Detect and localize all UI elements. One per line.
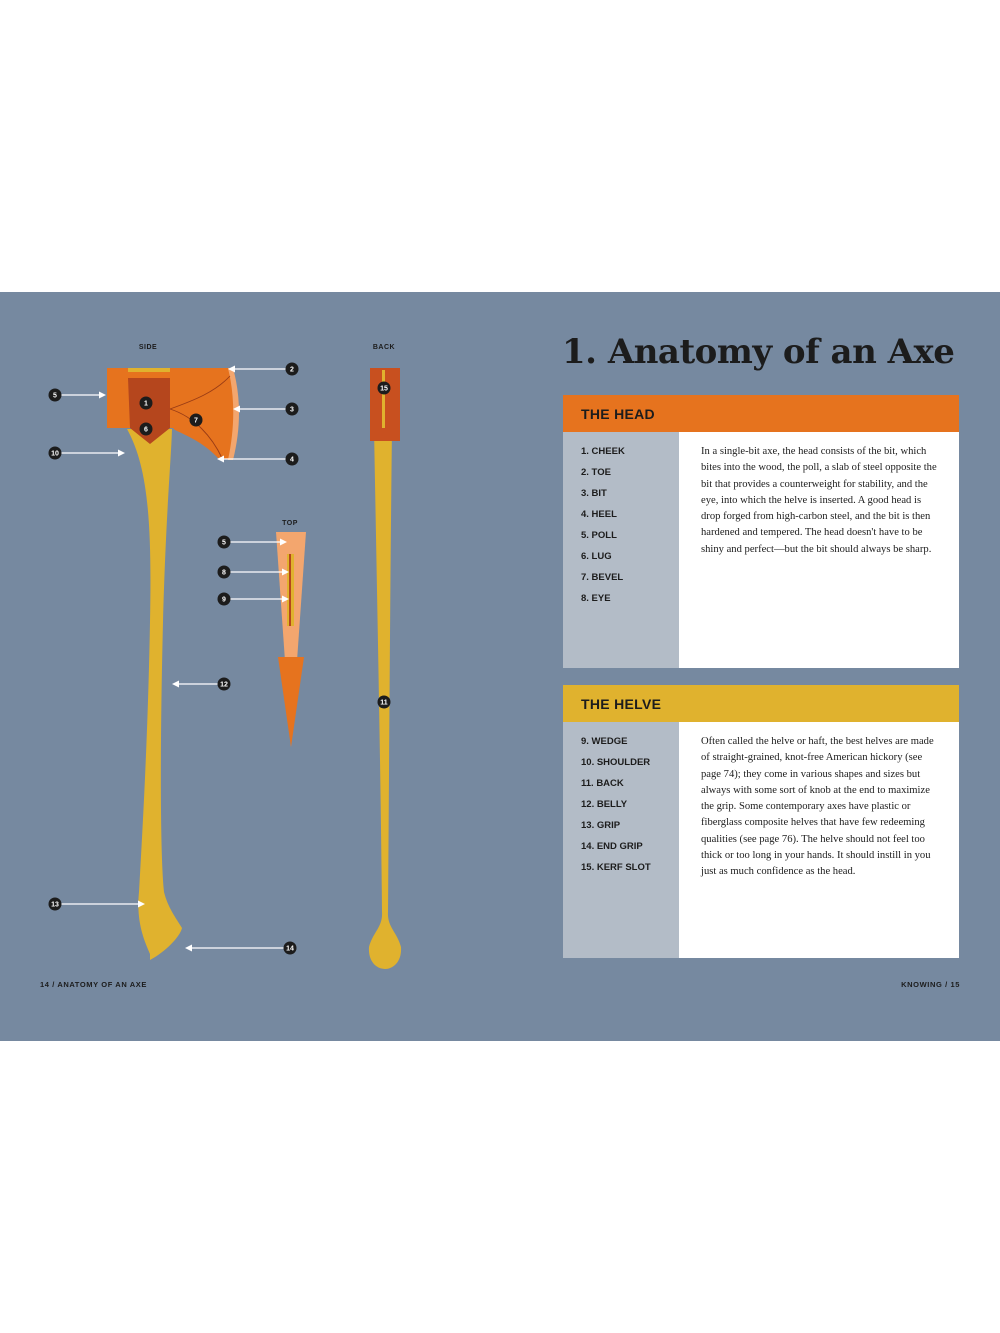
top-axe-bit [278, 657, 304, 747]
marker-10 [49, 447, 62, 460]
marker-2 [286, 363, 299, 376]
list-item: 2. TOE [581, 467, 611, 478]
marker-6 [140, 423, 153, 436]
marker-9 [218, 593, 231, 606]
list-item: 14. END GRIP [581, 841, 643, 852]
side-helve [127, 426, 182, 960]
top-wedge-slot [289, 554, 291, 626]
svg-text:8: 8 [222, 569, 226, 577]
marker-15 [378, 382, 391, 395]
head-section-body [563, 432, 959, 668]
svg-text:13: 13 [51, 901, 59, 909]
callout-leaders [61, 366, 289, 952]
marker-5-side [49, 389, 62, 402]
list-item: 3. BIT [581, 488, 607, 499]
marker-12 [218, 678, 231, 691]
head-section [563, 395, 959, 668]
helve-parts-list [563, 722, 679, 958]
head-parts-list [563, 432, 679, 668]
svg-text:3: 3 [290, 406, 294, 414]
axe-anatomy-diagram [0, 292, 540, 1041]
svg-text:10: 10 [51, 450, 59, 458]
helve-description: Often called the helve or haft, the best helves are made of straight-grained, knot-free American hickory (see page 74); they come in various shapes and sizes but always with some sort of knob at the end to maximize the grip. Some contemporary axes have plastic or fiberglass composite helves that have few redeeming qualities (see page 76). The helve should not feel too thick or too long in your hands. It should instill in you just as much confidence as the head. [679, 722, 959, 958]
marker-5-top [218, 536, 231, 549]
svg-text:15: 15 [380, 385, 388, 393]
svg-text:1: 1 [144, 400, 148, 408]
top-view-label: TOP [282, 520, 298, 527]
list-item: 15. KERF SLOT [581, 862, 651, 873]
marker-4 [286, 453, 299, 466]
marker-11 [378, 696, 391, 709]
side-axe-top-strip [128, 368, 170, 372]
svg-text:9: 9 [222, 596, 226, 604]
marker-7 [190, 414, 203, 427]
svg-text:5: 5 [53, 392, 57, 400]
marker-14 [284, 942, 297, 955]
footer-right: KNOWING / 15 [901, 980, 960, 989]
list-item: 10. SHOULDER [581, 757, 651, 768]
svg-text:14: 14 [286, 945, 294, 953]
list-item: 13. GRIP [581, 820, 621, 831]
svg-text:2: 2 [290, 366, 294, 374]
helve-section-body [563, 722, 959, 958]
list-item: 11. BACK [581, 778, 624, 789]
back-kerf-slot [382, 370, 385, 428]
book-spread [0, 292, 1000, 1041]
svg-text:6: 6 [144, 426, 148, 434]
helve-section-heading: THE HELVE [563, 685, 959, 722]
svg-text:12: 12 [220, 681, 228, 689]
svg-text:7: 7 [194, 417, 198, 425]
marker-3 [286, 403, 299, 416]
list-item: 12. BELLY [581, 799, 628, 810]
head-description: In a single-bit axe, the head consists of the bit, which bites into the wood, the poll, a slab of steel opposite the bit that provides a counterweight for stability, and the eye, into which the helve is inserted. A good head is drop forged from high-carbon steel, and the bit is then hardened and tempered. The head doesn't have to be shiny and perfect—but the bit should always be sharp. [679, 432, 959, 668]
svg-text:4: 4 [290, 456, 294, 464]
head-section-heading: THE HEAD [563, 395, 959, 432]
list-item: 9. WEDGE [581, 736, 628, 747]
marker-8 [218, 566, 231, 579]
list-item: 4. HEEL [581, 509, 617, 520]
marker-13 [49, 898, 62, 911]
list-item: 1. CHEEK [581, 446, 625, 457]
back-view-label: BACK [372, 344, 396, 351]
footer-left: 14 / ANATOMY OF AN AXE [40, 980, 147, 989]
list-item: 8. EYE [581, 593, 611, 604]
side-view-label: SIDE [138, 344, 158, 351]
page-title: 1. Anatomy of an Axe [562, 332, 955, 372]
helve-section [563, 685, 959, 958]
svg-text:5: 5 [222, 539, 226, 547]
list-item: 7. BEVEL [581, 572, 624, 583]
marker-1 [140, 397, 153, 410]
svg-text:11: 11 [380, 699, 388, 707]
list-item: 6. LUG [581, 551, 612, 562]
list-item: 5. POLL [581, 530, 617, 541]
